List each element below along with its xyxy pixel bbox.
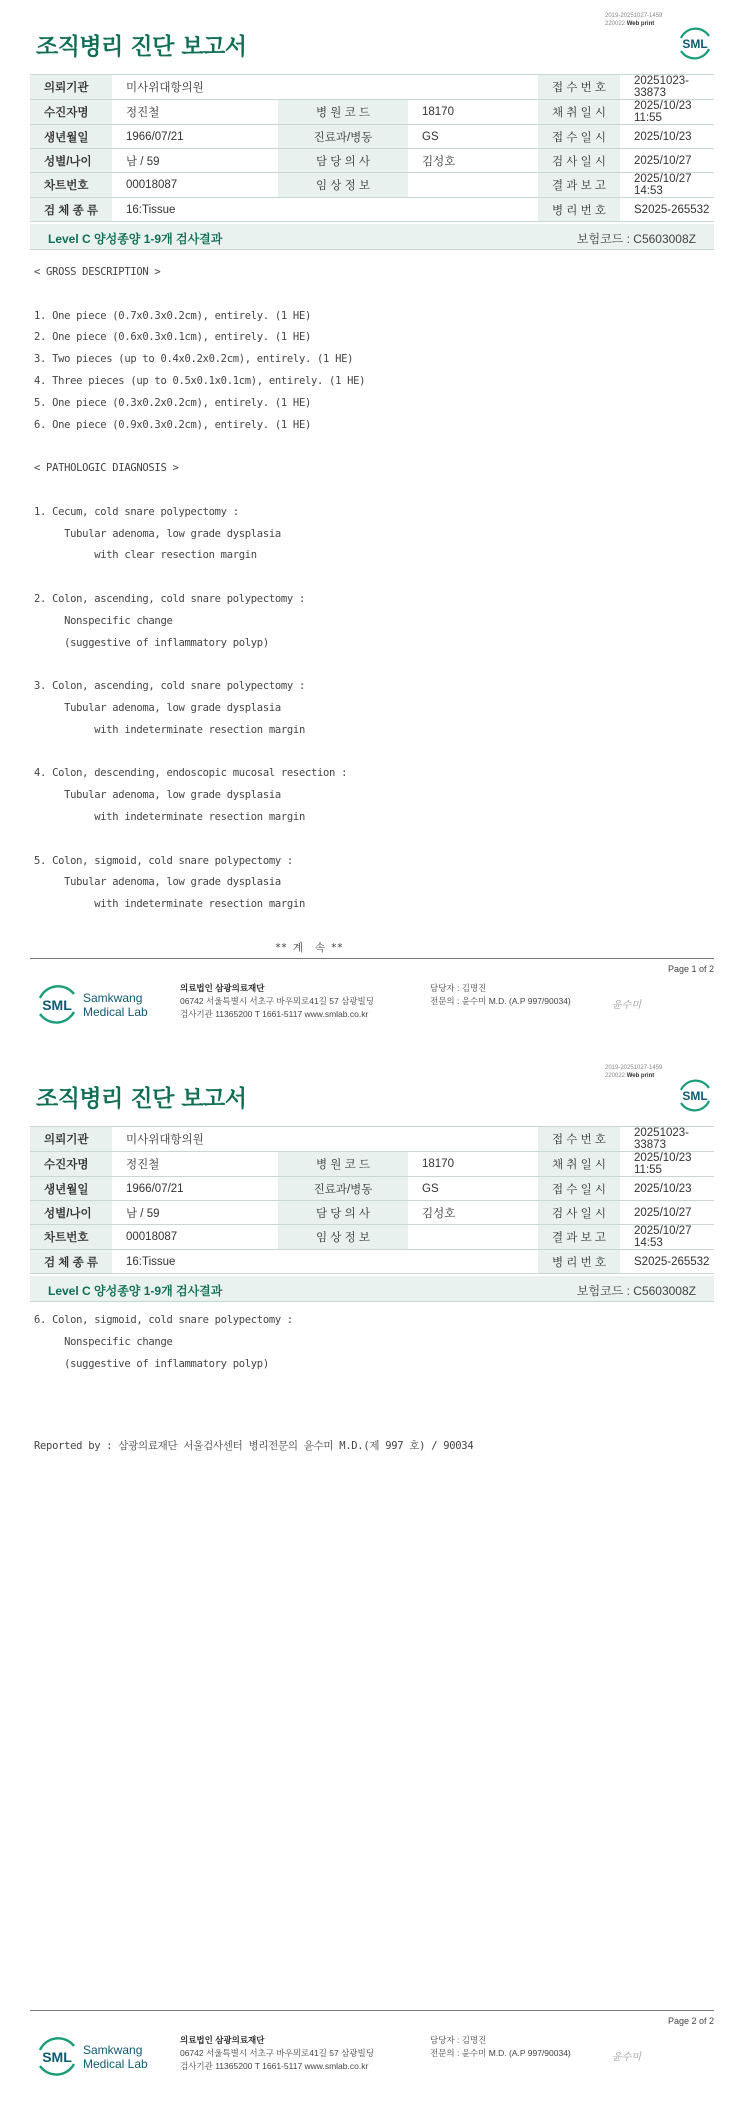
info-value: 1966/07/21: [112, 1177, 278, 1201]
info-value: 2025/10/23 11:55: [620, 100, 714, 125]
org-address: 06742 서울특별시 서초구 바우뫼로41길 57 삼광빌딩: [180, 2048, 374, 2058]
info-value: 남 / 59: [112, 1201, 278, 1225]
print-meta-id: 2019-20251027-1459: [605, 1065, 663, 1071]
info-value: 김성호: [408, 1201, 538, 1225]
report-line: Nonspecific change: [34, 614, 173, 627]
info-value: 20251023-33873: [620, 75, 714, 100]
info-label: 의뢰기관: [30, 75, 112, 100]
print-meta-line2: [605, 20, 662, 28]
info-row: [30, 1225, 714, 1250]
info-label: 차트번호: [30, 1225, 112, 1250]
info-value: 20251023-33873: [620, 1127, 714, 1152]
patient-info-table: [30, 74, 714, 222]
report-line: [34, 436, 365, 458]
info-label: 검 사 일 시: [538, 149, 620, 173]
result-label: Level C 양성종양 1-9개 검사결과: [48, 1284, 223, 1298]
info-label: [278, 198, 408, 222]
report-body: [34, 262, 365, 960]
samkwang-lab-logo-icon: [36, 980, 166, 1028]
print-meta-line2: [605, 1072, 662, 1080]
print-meta-code: 220022: [605, 21, 626, 27]
info-value: 미사위대항의원: [112, 1127, 278, 1152]
info-label: 채 취 일 시: [538, 1152, 620, 1177]
report-line: Nonspecific change: [34, 1335, 173, 1348]
info-row: [30, 198, 714, 222]
info-value: 2025/10/27: [620, 1201, 714, 1225]
report-line: [34, 480, 365, 502]
info-row: [30, 100, 714, 125]
report-line: 4. Three pieces (up to 0.5x0.1x0.1cm), entirely. (1 HE): [34, 374, 366, 387]
report-line: [34, 567, 365, 589]
info-value: [408, 1225, 538, 1250]
report-line: [34, 916, 365, 938]
info-label: 생년월일: [30, 125, 112, 149]
sml-logo-icon: [676, 24, 714, 62]
info-value: 00018087: [112, 1225, 278, 1250]
org-name: 의료법인 삼광의료재단: [180, 983, 265, 993]
report-line: 5. Colon, sigmoid, cold snare polypectomy :: [34, 854, 293, 867]
info-label: 성별/나이: [30, 1201, 112, 1225]
info-label: 접 수 일 시: [538, 125, 620, 149]
footer-organization: [180, 2034, 374, 2073]
lab-name-line1: Samkwang: [83, 2043, 143, 2057]
report-line: < PATHOLOGIC DIAGNOSIS >: [34, 462, 179, 475]
info-value: 1966/07/21: [112, 125, 278, 149]
info-label: [278, 1250, 408, 1274]
footer-organization: [180, 982, 374, 1021]
info-value: 정진철: [112, 1152, 278, 1177]
org-contact: 검사기관 11365200 T 1661-5117 www.smlab.co.kr: [180, 1009, 369, 1019]
report-line: 3. Colon, ascending, cold snare polypectomy :: [34, 680, 305, 693]
report-line: < GROSS DESCRIPTION >: [34, 266, 161, 278]
report-line: [34, 654, 365, 676]
info-label: 검 체 종 류: [30, 198, 112, 222]
info-value: GS: [408, 1177, 538, 1201]
info-label: 접 수 번 호: [538, 75, 620, 100]
info-value: 2025/10/23: [620, 1177, 714, 1201]
info-value: 16:Tissue: [112, 1250, 278, 1274]
info-row: [30, 1152, 714, 1177]
info-label: 임 상 정 보: [278, 173, 408, 198]
print-meta-label: Web print: [626, 21, 655, 27]
info-label: 병 원 코 드: [278, 100, 408, 125]
print-meta-label: Web print: [626, 1073, 655, 1079]
samkwang-lab-logo-icon: [36, 2032, 166, 2080]
patient-info-table: [30, 1126, 714, 1274]
report-line: 2. One piece (0.6x0.3x0.1cm), entirely. (1 HE): [34, 331, 311, 344]
info-value: 2025/10/27: [620, 149, 714, 173]
info-value: [408, 173, 538, 198]
info-row: [30, 1127, 714, 1152]
page-number: Page 2 of 2: [667, 2016, 714, 2026]
footer-staff: [430, 982, 571, 1008]
staff-in-charge: 담당자 : 김명진: [430, 983, 487, 993]
info-value: 2025/10/23: [620, 125, 714, 149]
info-value: [408, 75, 538, 100]
info-label: [278, 1127, 408, 1152]
report-line: 3. Two pieces (up to 0.4x0.2x0.2cm), entirely. (1 HE): [34, 353, 354, 366]
sml-logo-text: SML: [682, 1089, 708, 1103]
patient-info-body: [30, 75, 714, 222]
info-value: [408, 1127, 538, 1152]
report-line: 5. One piece (0.3x0.2x0.2cm), entirely. (1 HE): [34, 396, 311, 409]
info-label: 수진자명: [30, 100, 112, 125]
info-row: [30, 125, 714, 149]
org-address: 06742 서울특별시 서초구 바우뫼로41길 57 삼광빌딩: [180, 996, 374, 1006]
info-label: 성별/나이: [30, 149, 112, 173]
report-line: Tubular adenoma, low grade dysplasia: [34, 789, 281, 802]
info-label: 병 리 번 호: [538, 1250, 620, 1274]
info-label: 진료과/병동: [278, 125, 408, 149]
page-number: Page 1 of 2: [667, 964, 714, 974]
result-label: Level C 양성종양 1-9개 검사결과: [48, 232, 223, 246]
info-label: 진료과/병동: [278, 1177, 408, 1201]
report-line: Tubular adenoma, low grade dysplasia: [34, 876, 281, 889]
info-row: [30, 149, 714, 173]
info-value: 정진철: [112, 100, 278, 125]
info-label: 의뢰기관: [30, 1127, 112, 1152]
info-value: 미사위대항의원: [112, 75, 278, 100]
info-label: 병 원 코 드: [278, 1152, 408, 1177]
info-value: 김성호: [408, 149, 538, 173]
info-value: 2025/10/23 11:55: [620, 1152, 714, 1177]
info-label: 접 수 번 호: [538, 1127, 620, 1152]
logo-sml-text: SML: [42, 2049, 72, 2065]
info-value: 00018087: [112, 173, 278, 198]
info-row: [30, 1177, 714, 1201]
page-title: 조직병리 진단 보고서: [36, 1086, 247, 1112]
info-value: [408, 198, 538, 222]
insurance-code: 보험코드 : C5603008Z: [576, 232, 696, 246]
info-label: 임 상 정 보: [278, 1225, 408, 1250]
info-row: [30, 1201, 714, 1225]
report-line: [34, 829, 365, 851]
staff-specialist: 전문의 : 윤수미 M.D. (A.P 997/90034): [430, 996, 571, 1006]
print-meta-id: 2019-20251027-1459: [605, 13, 663, 19]
info-value: 남 / 59: [112, 149, 278, 173]
report-line: 1. One piece (0.7x0.3x0.2cm), entirely. (1 HE): [34, 309, 311, 322]
print-meta: [605, 1064, 662, 1080]
print-meta-code: 220022: [605, 1073, 626, 1079]
report-line: 1. Cecum, cold snare polypectomy :: [34, 505, 239, 518]
footer-divider: [30, 2010, 714, 2011]
info-value: GS: [408, 125, 538, 149]
patient-info-body: [30, 1127, 714, 1274]
signature: 윤수미: [612, 1000, 641, 1011]
report-line: [34, 742, 365, 764]
info-label: 차트번호: [30, 173, 112, 198]
report-page-2: [0, 1052, 744, 2104]
info-value: 18170: [408, 1152, 538, 1177]
info-label: 담 당 의 사: [278, 1201, 408, 1225]
info-value: [408, 1250, 538, 1274]
info-label: 채 취 일 시: [538, 100, 620, 125]
info-value: 2025/10/27 14:53: [620, 173, 714, 198]
lab-name-line1: Samkwang: [83, 991, 143, 1005]
info-row: [30, 1250, 714, 1274]
info-label: 결 과 보 고: [538, 173, 620, 198]
info-label: 병 리 번 호: [538, 198, 620, 222]
report-line: with indeterminate resection margin: [34, 723, 305, 736]
report-line: 6. One piece (0.9x0.3x0.2cm), entirely. (1 HE): [34, 418, 311, 431]
report-line: Tubular adenoma, low grade dysplasia: [34, 701, 281, 714]
info-label: 담 당 의 사: [278, 149, 408, 173]
logo-sml-text: SML: [42, 997, 72, 1013]
report-line: 4. Colon, descending, endoscopic mucosal resection :: [34, 767, 348, 780]
reported-by: Reported by : 삼광의료재단 서울검사센터 병리전문의 윤수미 M.D.(제 997 호) / 90034: [34, 1440, 474, 1452]
lab-name-line2: Medical Lab: [83, 1005, 148, 1019]
info-value: S2025-265532: [620, 1250, 714, 1274]
lab-name-line2: Medical Lab: [83, 2057, 148, 2071]
report-line: Tubular adenoma, low grade dysplasia: [34, 527, 281, 540]
info-label: 결 과 보 고: [538, 1225, 620, 1250]
report-line: with indeterminate resection margin: [34, 898, 305, 911]
info-value: 16:Tissue: [112, 198, 278, 222]
footer-divider: [30, 958, 714, 959]
report-line: ** 계 속 **: [34, 941, 343, 954]
result-header-bar: [30, 1276, 714, 1302]
org-contact: 검사기관 11365200 T 1661-5117 www.smlab.co.kr: [180, 2061, 369, 2071]
sml-logo-text: SML: [682, 37, 708, 51]
result-header-bar: [30, 224, 714, 250]
info-label: 생년월일: [30, 1177, 112, 1201]
report-line: (suggestive of inflammatory polyp): [34, 1357, 269, 1370]
report-body: [34, 1310, 293, 1375]
report-line: 2. Colon, ascending, cold snare polypectomy :: [34, 592, 305, 605]
info-value: 2025/10/27 14:53: [620, 1225, 714, 1250]
insurance-code: 보험코드 : C5603008Z: [576, 1284, 696, 1298]
info-label: [278, 75, 408, 100]
report-line: [34, 284, 365, 306]
page-title: 조직병리 진단 보고서: [36, 34, 247, 60]
info-label: 접 수 일 시: [538, 1177, 620, 1201]
info-label: 수진자명: [30, 1152, 112, 1177]
info-label: 검 사 일 시: [538, 1201, 620, 1225]
report-line: with indeterminate resection margin: [34, 810, 305, 823]
staff-specialist: 전문의 : 윤수미 M.D. (A.P 997/90034): [430, 2048, 571, 2058]
report-line: with clear resection margin: [34, 549, 257, 562]
footer-staff: [430, 2034, 571, 2060]
info-value: S2025-265532: [620, 198, 714, 222]
info-label: 검 체 종 류: [30, 1250, 112, 1274]
org-name: 의료법인 삼광의료재단: [180, 2035, 265, 2045]
signature: 윤수미: [612, 2052, 641, 2063]
print-meta: [605, 12, 662, 28]
report-line: 6. Colon, sigmoid, cold snare polypectomy :: [34, 1314, 293, 1326]
info-row: [30, 75, 714, 100]
sml-logo-icon: [676, 1076, 714, 1114]
info-row: [30, 173, 714, 198]
report-line: (suggestive of inflammatory polyp): [34, 636, 269, 649]
info-value: 18170: [408, 100, 538, 125]
staff-in-charge: 담당자 : 김명진: [430, 2035, 487, 2045]
